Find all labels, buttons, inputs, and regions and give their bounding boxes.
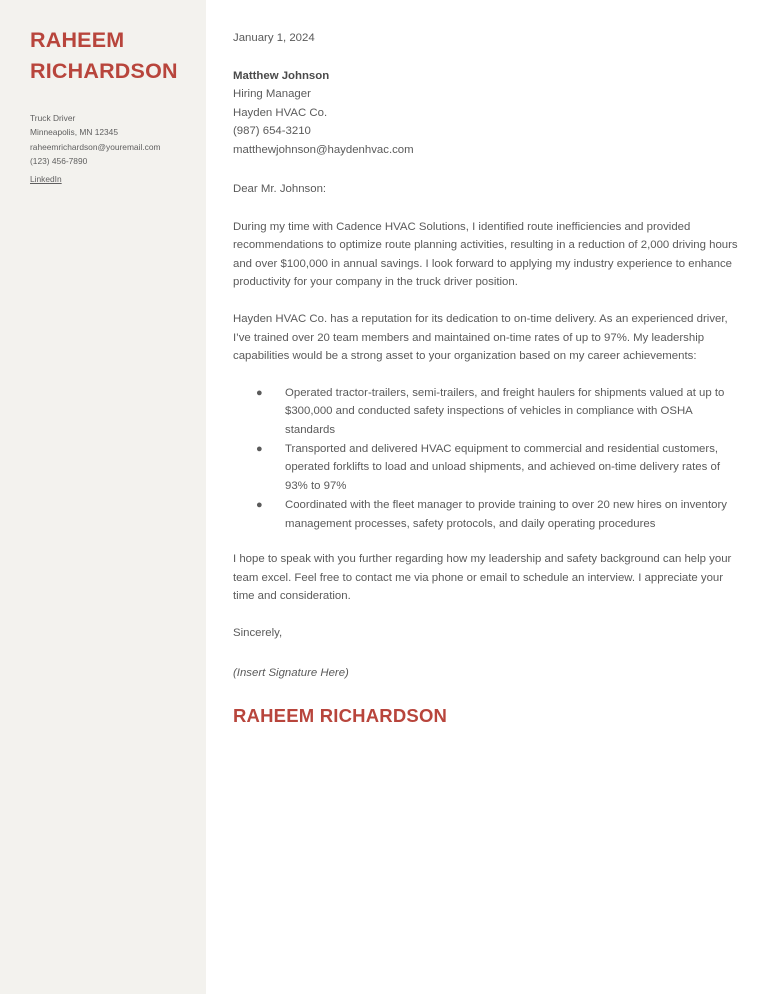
- recipient-company: Hayden HVAC Co.: [233, 106, 328, 119]
- closing-paragraph: I hope to speak with you further regarding how my leadership and safety background can help your team excel. Feel free to contact me via phone or email to schedule an interview. I appreciate your time and consideration.: [233, 553, 732, 603]
- applicant-first-name: RAHEEM: [30, 28, 125, 52]
- recipient-block: [233, 67, 742, 159]
- applicant-name-heading: [30, 25, 196, 87]
- bullet-icon: ●: [256, 499, 263, 512]
- contact-linkedin-link[interactable]: LinkedIn: [30, 173, 62, 184]
- recipient-email: matthewjohnson@haydenhvac.com: [233, 143, 414, 156]
- achievements-list: [233, 384, 742, 533]
- list-item-text: Coordinated with the fleet manager to provide training to over 20 new hires on inventory management processes, safety protocols, and daily operating procedures: [285, 499, 727, 530]
- contact-block: [30, 111, 196, 187]
- letter-date: January 1, 2024: [233, 32, 315, 44]
- contact-location: Minneapolis, MN 12345: [30, 127, 118, 138]
- list-item: [233, 384, 742, 439]
- contact-job-title: Truck Driver: [30, 113, 76, 123]
- signature-name: RAHEEM RICHARDSON: [233, 705, 448, 726]
- contact-phone: (123) 456-7890: [30, 156, 88, 167]
- list-item-text: Operated tractor-trailers, semi-trailers, and freight haulers for shipments valued at up to $300,000 and conducted safety inspections of vehicles in compliance with OSHA standards: [285, 386, 725, 436]
- list-item: [233, 496, 742, 533]
- sign-off: Sincerely,: [233, 626, 283, 639]
- body-paragraph-1: During my time with Cadence HVAC Solutions, I identified route inefficiencies and provided recommendations to optimize route planning activities, resulting in a reduction of 2,000 driving hours and over $100,000 in annual savings. I look forward to applying my industry experience to enhance productivity for your company in the truck driver position.: [233, 220, 738, 289]
- signature-placeholder: (Insert Signature Here): [233, 667, 349, 680]
- recipient-title: Hiring Manager: [233, 88, 311, 101]
- sidebar: [0, 0, 206, 994]
- letter-body: [206, 0, 768, 994]
- salutation: Dear Mr. Johnson:: [233, 183, 327, 196]
- list-item-text: Transported and delivered HVAC equipment to commercial and residential customers, operated forklifts to load and unload shipments, and achieved on-time delivery rates of 93% to 97%: [285, 443, 720, 492]
- recipient-phone: (987) 654-3210: [233, 125, 311, 138]
- body-paragraph-2: Hayden HVAC Co. has a reputation for its dedication to on-time delivery. As an experienced driver, I’ve trained over 20 team members and maintained on-time rates of up to 97%. My leadership capabilities would be a strong asset to your organization based on my career achievements:: [233, 313, 728, 363]
- list-item: [233, 440, 742, 495]
- bullet-icon: ●: [256, 443, 263, 455]
- contact-email: raheemrichardson@youremail.com: [30, 141, 161, 152]
- applicant-last-name: RICHARDSON: [30, 59, 178, 83]
- bullet-icon: ●: [256, 386, 263, 399]
- recipient-name: Matthew Johnson: [233, 70, 330, 82]
